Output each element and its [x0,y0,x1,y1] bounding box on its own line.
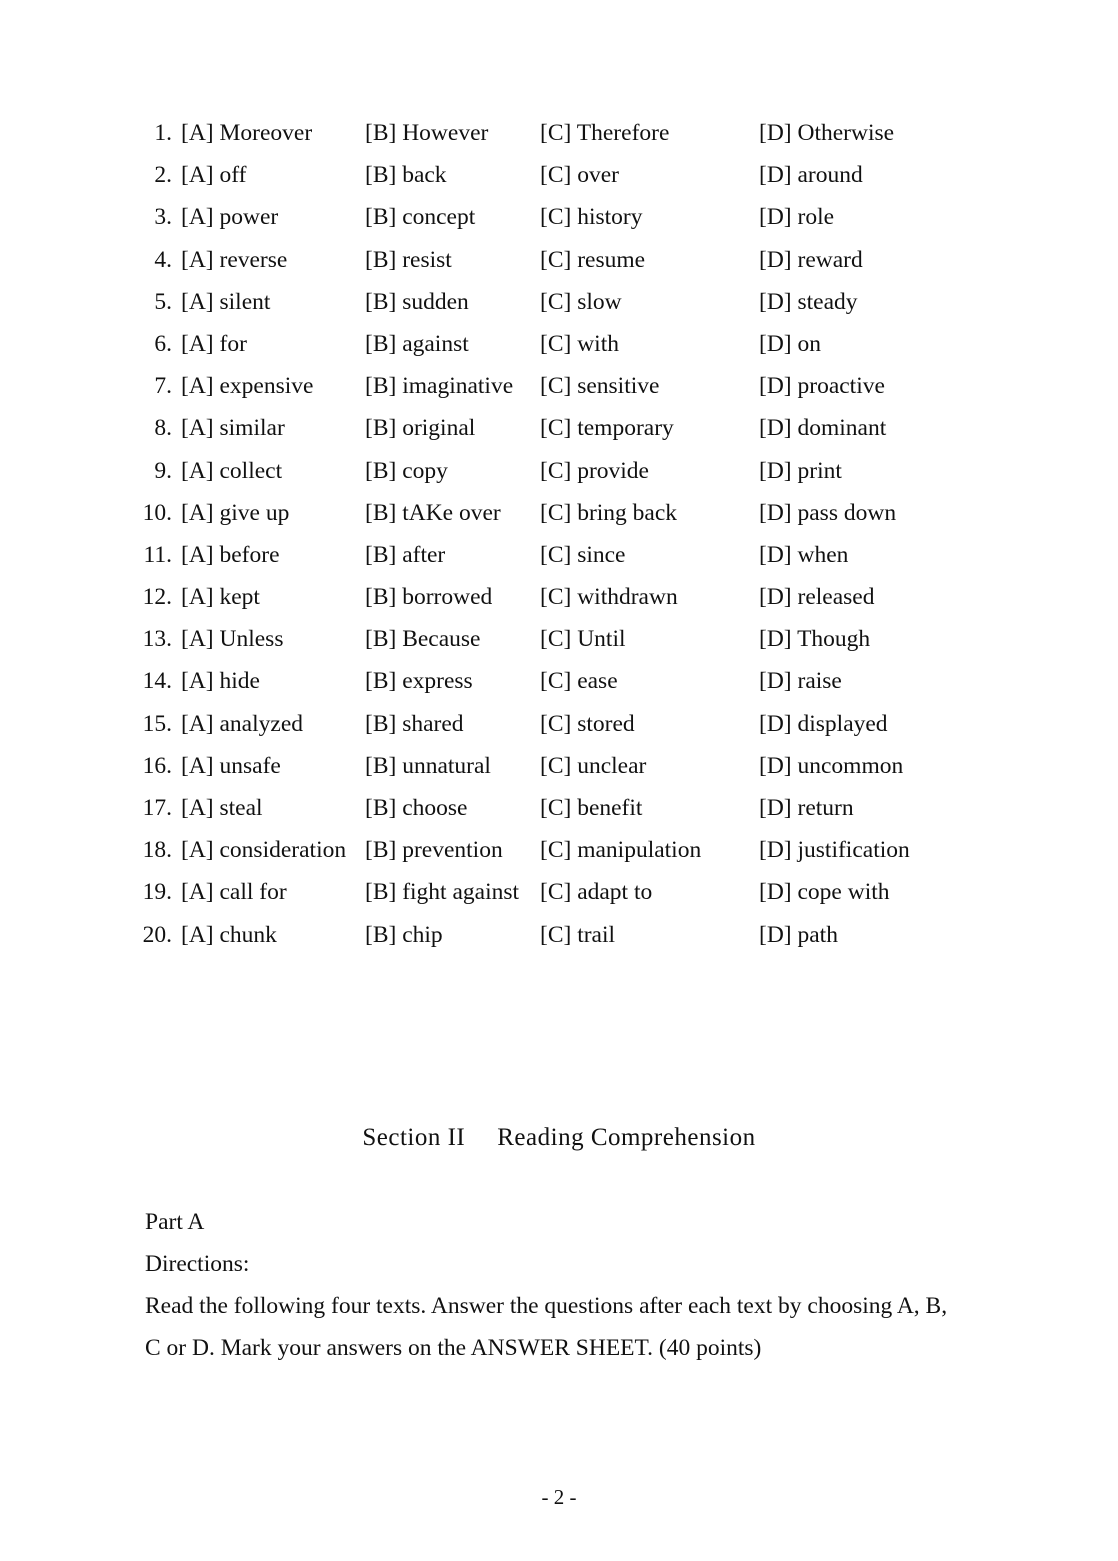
option-d: [D] role [759,204,835,231]
option-c: [C] stored [540,710,635,737]
question-number: 6. [154,330,172,357]
option-c: [C] temporary [540,415,674,442]
question-number: 1. [154,120,172,146]
option-a: [A] call for [181,879,287,906]
question-number: 8. [154,415,172,442]
option-b: [B] shared [365,710,464,737]
option-c: [C] history [540,204,643,231]
question-number: 16. [142,752,172,779]
option-d: [D] cope with [759,879,890,906]
question-row-7 [140,365,980,407]
option-c: [C] bring back [540,499,678,526]
option-a: [A] consideration [181,837,347,864]
option-c: [C] since [540,541,626,568]
option-d: [D] pass down [759,499,897,526]
question-number: 20. [142,921,172,948]
question-number: 13. [142,626,172,653]
option-a: [A] power [181,204,279,231]
option-b: [B] after [365,541,446,568]
page-number: - 2 - [541,1485,577,1509]
directions-text-line-2: C or D. Mark your answers on the ANSWER SHEET. (40 points) [145,1335,762,1361]
question-number: 18. [142,837,172,864]
question-number: 14. [142,668,172,695]
option-c: [C] Until [540,626,626,653]
question-row-3 [140,196,980,238]
cloze-options-list [140,112,980,956]
section-title-text: Reading Comprehension [497,1124,756,1151]
question-number: 5. [154,288,172,315]
question-number: 12. [142,584,172,611]
directions-text-line-1: Read the following four texts. Answer the questions after each text by choosing A, B, [145,1293,948,1319]
option-d: [D] justification [759,837,910,864]
option-c: [C] benefit [540,795,643,821]
option-b: [B] against [365,330,469,357]
question-row-14 [140,660,980,702]
part-label: Part A [145,1209,205,1235]
question-row-15 [140,703,980,745]
option-c: [C] manipulation [540,837,702,864]
option-a: [A] off [181,162,247,189]
question-row-1 [140,112,980,154]
option-b: [B] express [365,668,473,695]
option-d: [D] uncommon [759,752,904,779]
option-d: [D] Otherwise [759,120,895,146]
question-number: 3. [154,204,172,231]
option-d: [D] released [759,584,875,611]
question-number: 10. [142,499,172,526]
section-heading [0,1121,1118,1155]
question-row-20 [140,914,980,956]
question-row-8 [140,407,980,449]
option-d: [D] return [759,795,854,821]
question-row-4 [140,239,980,281]
option-b: [B] unnatural [365,752,491,779]
option-b: [B] copy [365,457,448,484]
option-a: [A] reverse [181,246,288,273]
option-b: [B] choose [365,795,468,821]
option-c: [C] slow [540,288,622,315]
option-c: [C] ease [540,668,618,695]
option-a: [A] silent [181,288,271,315]
question-row-10 [140,492,980,534]
option-b: [B] borrowed [365,584,493,611]
option-c: [C] over [540,162,619,189]
option-c: [C] sensitive [540,373,660,400]
option-b: [B] Because [365,626,481,653]
option-b: [B] back [365,162,447,189]
option-a: [A] expensive [181,373,314,400]
option-a: [A] hide [181,668,260,695]
option-d: [D] dominant [759,415,887,442]
option-d: [D] Though [759,626,871,653]
option-d: [D] proactive [759,373,885,400]
option-b: [B] original [365,415,476,442]
option-a: [A] collect [181,457,283,484]
question-row-5 [140,281,980,323]
option-b: [B] However [365,120,489,146]
question-row-13 [140,618,980,660]
question-number: 4. [154,246,172,273]
question-number: 17. [142,795,172,821]
option-c: [C] resume [540,246,646,273]
option-a: [A] similar [181,415,285,442]
option-a: [A] unsafe [181,752,281,779]
option-d: [D] around [759,162,863,189]
question-row-9 [140,450,980,492]
option-b: [B] sudden [365,288,469,315]
question-row-16 [140,745,980,787]
option-b: [B] prevention [365,837,503,864]
question-number: 19. [142,879,172,906]
question-number: 15. [142,710,172,737]
option-a: [A] analyzed [181,710,303,737]
question-row-18 [140,829,980,871]
option-d: [D] on [759,330,821,357]
option-a: [A] for [181,330,247,357]
option-b: [B] tAKe over [365,499,501,526]
question-row-19 [140,871,980,913]
option-b: [B] resist [365,246,452,273]
option-a: [A] steal [181,795,263,821]
option-b: [B] chip [365,921,443,948]
option-c: [C] Therefore [540,120,670,146]
directions-label: Directions: [145,1251,250,1277]
option-d: [D] when [759,541,849,568]
option-b: [B] imaginative [365,373,514,400]
option-c: [C] provide [540,457,649,484]
question-number: 11. [143,541,172,568]
question-row-2 [140,154,980,196]
question-row-6 [140,323,980,365]
option-c: [C] with [540,330,619,357]
option-d: [D] path [759,921,838,948]
option-a: [A] give up [181,499,290,526]
question-number: 7. [154,373,172,400]
option-d: [D] steady [759,288,858,315]
question-number: 2. [154,162,172,189]
option-c: [C] unclear [540,752,647,779]
section-label: Section II [362,1124,466,1151]
option-a: [A] Unless [181,626,284,653]
question-row-12 [140,576,980,618]
option-a: [A] chunk [181,921,277,948]
option-d: [D] displayed [759,710,888,737]
option-b: [B] concept [365,204,476,231]
option-c: [C] withdrawn [540,584,678,611]
option-a: [A] kept [181,584,260,611]
question-row-17 [140,787,980,829]
option-a: [A] before [181,541,280,568]
option-a: [A] Moreover [181,120,313,146]
question-row-11 [140,534,980,576]
option-c: [C] adapt to [540,879,653,906]
question-number: 9. [154,457,172,484]
option-d: [D] reward [759,246,863,273]
option-b: [B] fight against [365,879,520,906]
option-d: [D] print [759,457,842,484]
option-d: [D] raise [759,668,842,695]
option-c: [C] trail [540,921,616,948]
